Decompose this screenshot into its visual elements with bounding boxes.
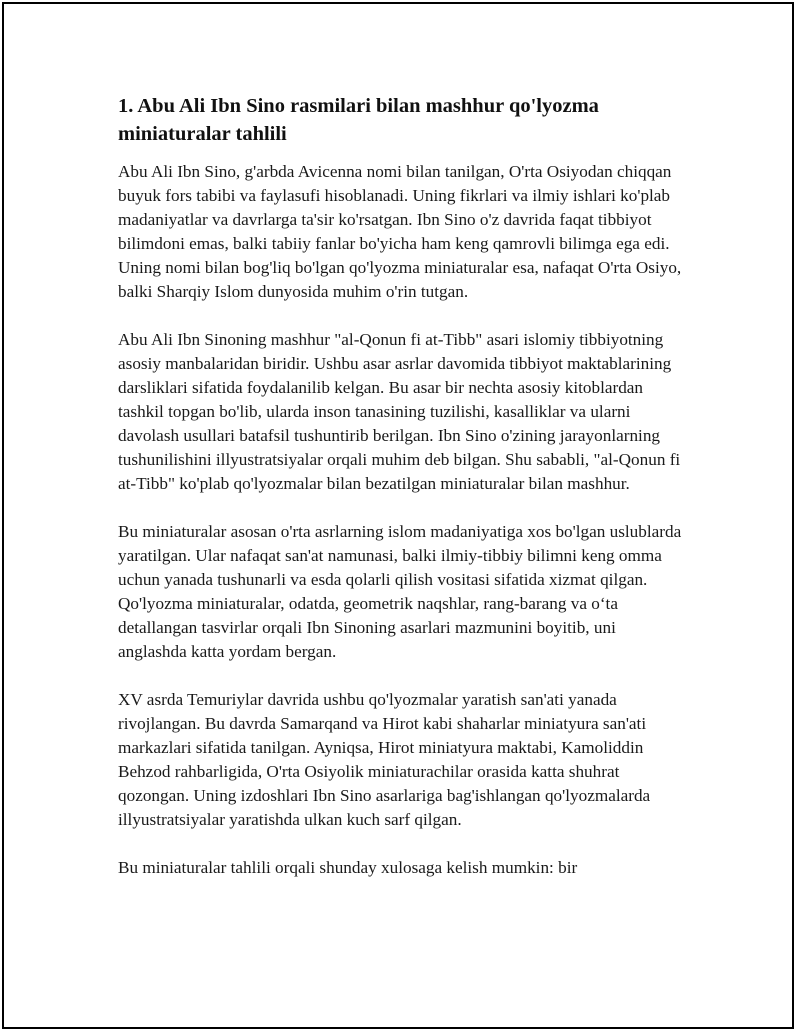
paragraph-1: Abu Ali Ibn Sino, g'arbda Avicenna nomi bilan tanilgan, O'rta Osiyodan chiqqan buyuk fors tabibi va faylasufi hisoblanadi. Uning fikrlari va ilmiy ishlari ko'plab madaniyatlar va davrlarga ta'sir ko'rsatgan. Ibn Sino o'z davrida faqat tibbiyot bilimdoni emas, balki tabiiy fanlar bo'yicha ham keng qamrovli bilimga ega edi. Uning nomi bilan bog'liq bo'lgan qo'lyozma miniaturalar esa, nafaqat O'rta Osiyo, balki Sharqiy Islom dunyosida muhim o'rin tutgan. bbox=[118, 162, 682, 301]
paragraph-4: XV asrda Temuriylar davrida ushbu qo'lyozmalar yaratish san'ati yanada rivojlangan. Bu davrda Samarqand va Hirot kabi shaharlar miniatyura san'ati markazlari sifatida tanilgan. Ayniqsa, Hirot miniatyura maktabi, Kamoliddin Behzod rahbarligida, O'rta Osiyolik miniaturachilar orasida katta shuhrat qozongan. Uning izdoshlari Ibn Sino asarlariga bag'ishlangan qo'lyozmalarda illyustratsiyalar yaratishda ulkan kuch sarf qilgan. bbox=[118, 690, 651, 829]
document-body bbox=[118, 92, 688, 904]
section-heading: 1. Abu Ali Ibn Sino rasmilari bilan mashhur qo'lyozma miniaturalar tahlili bbox=[118, 95, 599, 145]
paragraph-5: Bu miniaturalar tahlili orqali shunday xulosaga kelish mumkin: bir bbox=[118, 858, 578, 877]
paragraph-3: Bu miniaturalar asosan o'rta asrlarning islom madaniyatiga xos bo'lgan uslublarda yaratilgan. Ular nafaqat san'at namunasi, balki ilmiy-tibbiy bilimni keng omma uchun yanada tushunarli va esda qolarli qilish vositasi sifatida xizmat qilgan. Qo'lyozma miniaturalar, odatda, geometrik naqshlar, rang-barang va o‘ta detallangan tasvirlar orqali Ibn Sinoning asarlari mazmunini boyitib, uni anglashda katta yordam bergan. bbox=[118, 522, 682, 661]
paragraph-2: Abu Ali Ibn Sinoning mashhur "al-Qonun fi at-Tibb" asari islomiy tibbiyotning asosiy manbalaridan biridir. Ushbu asar asrlar davomida tibbiyot maktablarining darsliklari sifatida foydalanilib kelgan. Bu asar bir nechta asosiy kitoblardan tashkil topgan bo'lib, ularda inson tanasining tuzilishi, kasalliklar va ularni davolash usullari batafsil tushuntirib berilgan. Ibn Sino o'zining jarayonlarning tushunilishini illyustratsiyalar orqali muhim deb bilgan. Shu sababli, "al-Qonun fi at-Tibb" ko'plab qo'lyozmalar bilan bezatilgan miniaturalar bilan mashhur. bbox=[118, 330, 681, 493]
